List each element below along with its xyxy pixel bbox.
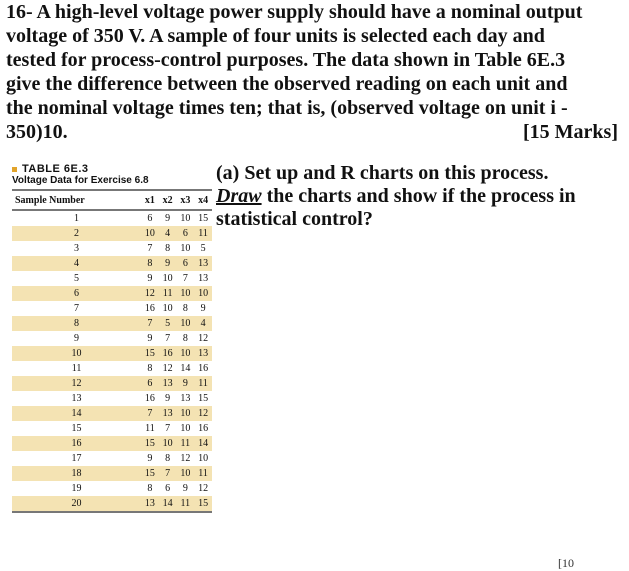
voltage-cell: 6 [147, 213, 153, 224]
voltage-cell: 11 [194, 376, 212, 391]
sample-number-cell: 7 [74, 303, 80, 314]
voltage-cell: 10 [180, 213, 191, 224]
voltage-cell: 14 [180, 363, 191, 374]
voltage-cell: 16 [159, 346, 177, 361]
voltage-cell: 14 [194, 436, 212, 451]
voltage-cell: 12 [194, 406, 212, 421]
voltage-cell: 11 [145, 423, 155, 434]
table-row [12, 496, 212, 512]
table-row [12, 391, 212, 406]
sample-number-cell: 19 [71, 483, 82, 494]
voltage-cell: 13 [159, 376, 177, 391]
table-row [12, 210, 212, 226]
table-row [12, 241, 212, 256]
table-title-text: TABLE 6E.3 [22, 163, 89, 175]
voltage-cell: 7 [159, 466, 177, 481]
voltage-cell: 10 [180, 243, 191, 254]
voltage-cell: 7 [147, 243, 153, 254]
table-body [12, 210, 212, 512]
voltage-data-table [12, 189, 212, 513]
voltage-cell: 12 [162, 363, 173, 374]
voltage-cell: 10 [177, 466, 195, 481]
problem-statement [6, 0, 626, 144]
cut-off-text: [10 [558, 556, 574, 570]
question-line-2 [216, 185, 626, 208]
voltage-cell: 4 [194, 316, 212, 331]
sample-number-cell: 5 [74, 273, 80, 284]
voltage-cell: 13 [194, 256, 212, 271]
voltage-cell: 11 [194, 466, 212, 481]
sample-number-cell: 9 [74, 333, 80, 344]
voltage-cell: 10 [141, 226, 159, 241]
table-title [12, 163, 149, 175]
voltage-cell: 6 [141, 376, 159, 391]
voltage-cell: 10 [177, 286, 195, 301]
voltage-cell: 7 [141, 316, 159, 331]
voltage-cell: 11 [177, 436, 195, 451]
voltage-cell: 11 [177, 496, 195, 512]
sample-number-cell: 3 [74, 243, 80, 254]
sample-number-cell: 15 [71, 423, 82, 434]
sample-number-cell: 8 [12, 316, 141, 331]
sample-number-cell: 17 [71, 453, 82, 464]
voltage-cell: 7 [165, 333, 171, 344]
voltage-cell: 8 [182, 333, 188, 344]
table-caption [12, 163, 149, 186]
voltage-cell: 7 [165, 423, 171, 434]
voltage-cell: 12 [141, 286, 159, 301]
voltage-cell: 8 [147, 483, 153, 494]
voltage-cell: 8 [182, 303, 188, 314]
table-subtitle: Voltage Data for Exercise 6.8 [12, 175, 149, 186]
voltage-cell: 16 [144, 303, 155, 314]
table-row [12, 361, 212, 376]
header-x4: x4 [194, 190, 212, 210]
voltage-cell: 16 [144, 393, 155, 404]
voltage-cell: 10 [177, 406, 195, 421]
sample-number-cell: 18 [12, 466, 141, 481]
table-row [12, 406, 212, 421]
voltage-cell: 9 [147, 453, 153, 464]
voltage-cell: 5 [159, 316, 177, 331]
voltage-cell: 6 [177, 256, 195, 271]
voltage-cell: 8 [165, 243, 171, 254]
voltage-cell: 9 [165, 213, 171, 224]
voltage-cell: 9 [165, 393, 171, 404]
sample-number-cell: 11 [71, 363, 82, 374]
voltage-cell: 12 [198, 483, 209, 494]
voltage-cell: 15 [194, 496, 212, 512]
table-row [12, 316, 212, 331]
sample-number-cell: 2 [12, 226, 141, 241]
table-row [12, 481, 212, 496]
table-row [12, 286, 212, 301]
voltage-cell: 10 [180, 423, 191, 434]
problem-line-5: the nominal voltage times ten; that is, (observed voltage on unit i - [6, 97, 568, 119]
sample-number-cell: 13 [71, 393, 82, 404]
question-line-3: statistical control? [216, 208, 373, 230]
table-row [12, 346, 212, 361]
sample-number-cell: 1 [74, 213, 80, 224]
table-row [12, 421, 212, 436]
problem-line-6 [6, 120, 626, 144]
question-a [216, 162, 626, 231]
voltage-cell: 14 [159, 496, 177, 512]
header-x3: x3 [177, 190, 195, 210]
problem-line-2: voltage of 350 V. A sample of four units is selected each day and [6, 25, 545, 47]
voltage-cell: 15 [141, 346, 159, 361]
problem-line-3: tested for process-control purposes. The data shown in Table 6E.3 [6, 49, 566, 71]
voltage-cell: 7 [141, 406, 159, 421]
table-header-row [12, 190, 212, 210]
voltage-cell: 9 [147, 333, 153, 344]
voltage-cell: 10 [177, 346, 195, 361]
voltage-cell: 12 [198, 333, 209, 344]
voltage-cell: 6 [177, 226, 195, 241]
header-sample-number: Sample Number [12, 190, 141, 210]
voltage-cell: 10 [162, 273, 173, 284]
voltage-cell: 9 [182, 483, 188, 494]
voltage-cell: 15 [141, 436, 159, 451]
voltage-cell: 13 [180, 393, 191, 404]
draw-word: Draw [216, 185, 262, 207]
voltage-cell: 15 [198, 393, 209, 404]
voltage-cell: 10 [194, 286, 212, 301]
header-x2: x2 [159, 190, 177, 210]
table-row [12, 256, 212, 271]
table-row [12, 466, 212, 481]
table-row [12, 451, 212, 466]
voltage-cell: 9 [147, 273, 153, 284]
voltage-cell: 8 [165, 453, 171, 464]
sample-number-cell: 4 [12, 256, 141, 271]
voltage-cell: 15 [198, 213, 209, 224]
voltage-cell: 6 [165, 483, 171, 494]
bullet-icon [12, 167, 17, 172]
table-row [12, 301, 212, 316]
voltage-cell: 13 [194, 346, 212, 361]
voltage-cell: 7 [182, 273, 188, 284]
voltage-cell: 16 [198, 363, 209, 374]
table-row [12, 271, 212, 286]
voltage-cell: 10 [177, 316, 195, 331]
problem-line-1: 16- A high-level voltage power supply should have a nominal output [6, 1, 583, 23]
table-row [12, 331, 212, 346]
voltage-cell: 15 [141, 466, 159, 481]
voltage-cell: 10 [162, 303, 173, 314]
voltage-cell: 13 [141, 496, 159, 512]
voltage-cell: 16 [198, 423, 209, 434]
voltage-cell: 5 [200, 243, 206, 254]
sample-number-cell: 6 [12, 286, 141, 301]
sample-number-cell: 16 [12, 436, 141, 451]
voltage-cell: 8 [147, 363, 153, 374]
voltage-cell: 13 [198, 273, 209, 284]
header-x1: x1 [141, 190, 159, 210]
voltage-cell: 4 [159, 226, 177, 241]
voltage-cell: 11 [159, 286, 177, 301]
question-line-2-rest: the charts and show if the process in [261, 185, 576, 207]
problem-line-6-text: 350)10. [6, 121, 68, 143]
sample-number-cell: 14 [12, 406, 141, 421]
sample-number-cell: 20 [12, 496, 141, 512]
voltage-cell: 10 [198, 453, 209, 464]
table-row [12, 436, 212, 451]
sample-number-cell: 12 [12, 376, 141, 391]
question-line-1: (a) Set up and R charts on this process. [216, 162, 549, 184]
voltage-cell: 10 [159, 436, 177, 451]
voltage-cell: 8 [141, 256, 159, 271]
voltage-cell: 12 [180, 453, 191, 464]
marks-label: [15 Marks] [523, 121, 618, 143]
problem-line-4: give the difference between the observed reading on each unit and [6, 73, 568, 95]
voltage-cell: 11 [194, 226, 212, 241]
sample-number-cell: 10 [12, 346, 141, 361]
table-row [12, 226, 212, 241]
voltage-cell: 13 [159, 406, 177, 421]
voltage-cell: 9 [200, 303, 206, 314]
voltage-cell: 9 [177, 376, 195, 391]
voltage-cell: 9 [159, 256, 177, 271]
table-row [12, 376, 212, 391]
